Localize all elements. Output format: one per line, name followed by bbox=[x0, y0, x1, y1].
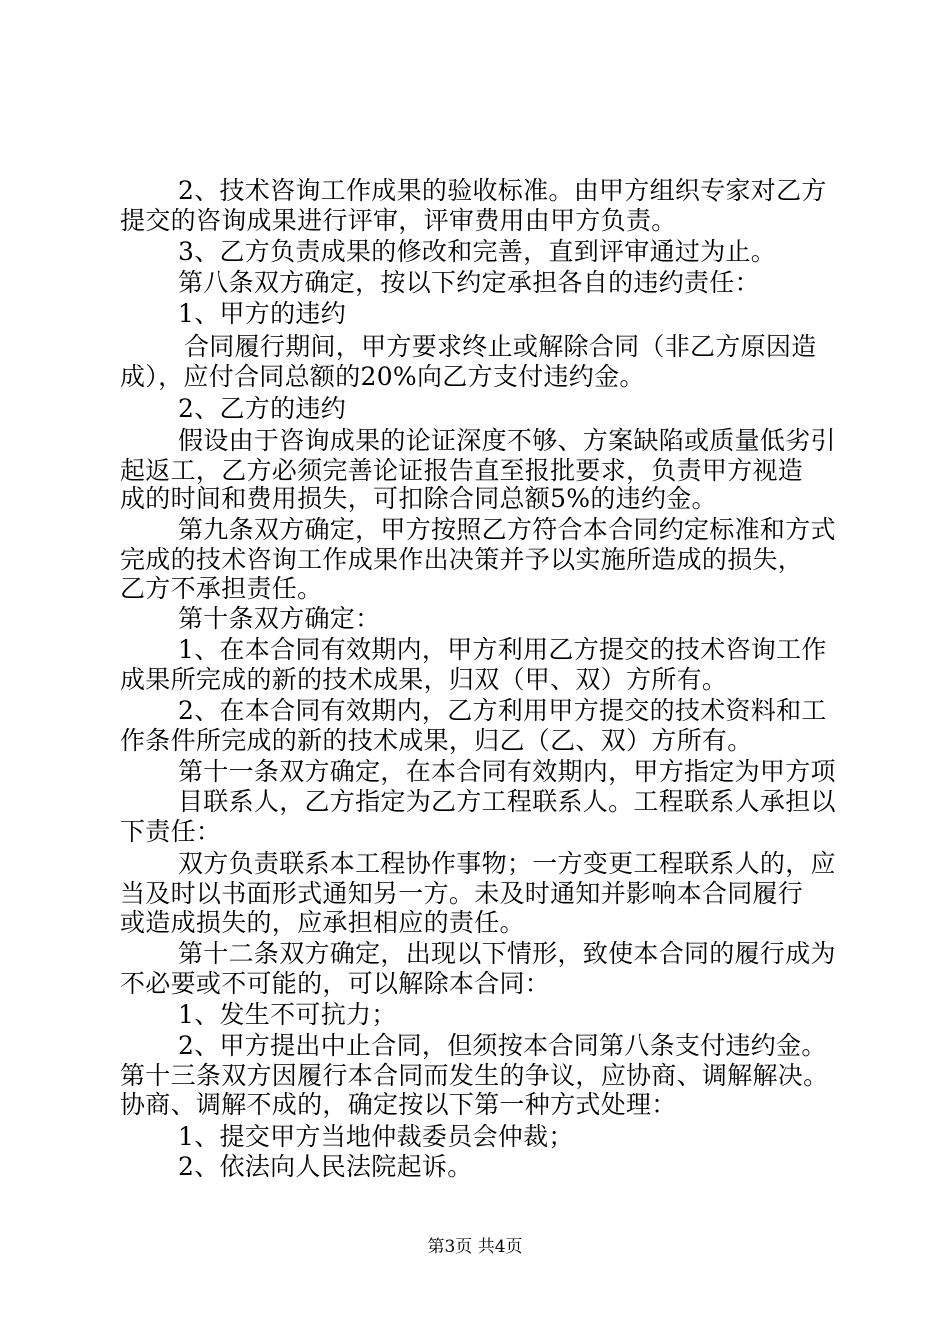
text-line: 第九条双方确定，甲方按照乙方符合本合同约定标准和方式 bbox=[178, 515, 836, 544]
text-line: 合同履行期间，甲方要求终止或解除合同（非乙方原因造 bbox=[184, 332, 817, 361]
text-line: 目联系人，乙方指定为乙方工程联系人。工程联系人承担以 bbox=[178, 787, 836, 816]
text-line: 第十二条双方确定，出现以下情形，致使本合同的履行成为 bbox=[178, 939, 836, 968]
text-line: 2、技术咨询工作成果的验收标准。由甲方组织专家对乙方 bbox=[178, 176, 827, 205]
text-line: 2、在本合同有效期内，乙方利用甲方提交的技术资料和工 bbox=[178, 696, 827, 725]
text-line: 成果所完成的新的技术成果，归双（甲、双）方所有。 bbox=[120, 665, 728, 694]
text-line: 下责任： bbox=[120, 817, 222, 846]
text-line: 作条件所完成的新的技术成果，归乙（乙、双）方所有。 bbox=[120, 726, 753, 755]
text-line: 1、在本合同有效期内，甲方利用乙方提交的技术咨询工作 bbox=[178, 635, 827, 664]
text-line: 1、提交甲方当地仲裁委员会仲裁； bbox=[178, 1122, 574, 1151]
text-line: 当及时以书面形式通知另一方。未及时通知并影响本合同履行 bbox=[120, 879, 804, 908]
text-line: 2、乙方的违约 bbox=[178, 394, 347, 423]
text-line: 1、发生不可抗力； bbox=[178, 1000, 397, 1029]
text-line: 3、乙方负责成果的修改和完善，直到评审通过为止。 bbox=[178, 237, 777, 266]
text-line: 起返工，乙方必须完善论证报告直至报批要求，负责甲方视造 bbox=[120, 456, 804, 485]
text-line: 双方负责联系本工程协作事物；一方变更工程联系人的，应 bbox=[178, 849, 836, 878]
text-line: 第十条双方确定： bbox=[178, 604, 381, 633]
text-line: 第八条双方确定，按以下约定承担各自的违约责任： bbox=[178, 268, 760, 297]
text-line: 第十三条双方因履行本合同而发生的争议，应协商、调解解决。 bbox=[120, 1061, 829, 1090]
text-line: 乙方不承担责任。 bbox=[120, 574, 323, 603]
text-line: 不必要或不可能的，可以解除本合同： bbox=[120, 969, 551, 998]
text-line: 成），应付合同总额的20%向乙方支付违约金。 bbox=[120, 362, 645, 391]
text-line: 假设由于咨询成果的论证深度不够、方案缺陷或质量低劣引 bbox=[178, 426, 836, 455]
text-line: 2、依法向人民法院起诉。 bbox=[178, 1152, 473, 1181]
text-line: 提交的咨询成果进行评审，评审费用由甲方负责。 bbox=[120, 206, 677, 235]
text-line: 或造成损失的，应承担相应的责任。 bbox=[120, 908, 525, 937]
text-line: 成的时间和费用损失，可扣除合同总额5%的违约金。 bbox=[120, 484, 717, 513]
text-line: 完成的技术咨询工作成果作出决策并予以实施所造成的损失， bbox=[120, 545, 804, 574]
text-line: 协商、调解不成的，确定按以下第一种方式处理： bbox=[120, 1090, 677, 1119]
text-line: 第十一条双方确定，在本合同有效期内，甲方指定为甲方项 bbox=[178, 757, 836, 786]
text-line: 2、甲方提出中止合同，但须按本合同第八条支付违约金。 bbox=[178, 1031, 827, 1060]
page-number: 第3页 共4页 bbox=[427, 1237, 523, 1257]
text-line: 1、甲方的违约 bbox=[178, 299, 347, 328]
